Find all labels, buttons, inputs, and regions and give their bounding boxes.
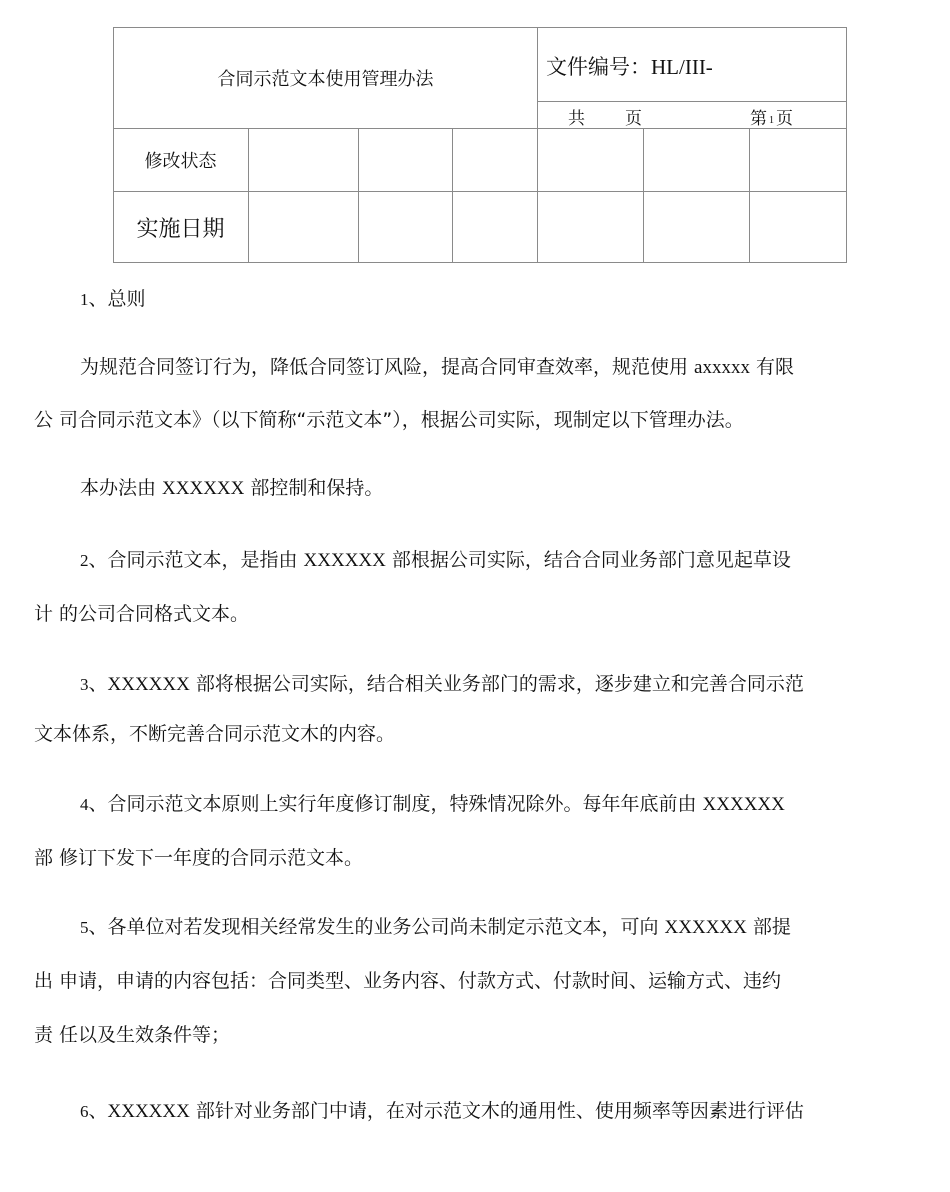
current-page-prefix: 第 [750, 109, 767, 129]
document-number-value: HL/III- [651, 55, 713, 79]
section-3-line-1: 3、XXXXXX 部将根据公司实际，结合相关业务部门的需求，逐步建立和完善合同示范 [80, 673, 804, 695]
paragraph-2: 本办法由 XXXXXX 部控制和保持。 [80, 477, 384, 499]
table-divider-center [537, 27, 538, 263]
current-page-suffix: 页 [776, 109, 793, 129]
implementation-date-label: 实施日期 [136, 217, 225, 242]
total-pages-suffix: 页 [625, 109, 642, 129]
section-5-line-1: 5、各单位对若发现相关经常发生的业务公司尚未制定示范文本，可向 XXXXXX 部提 [80, 916, 791, 938]
table-col-3 [452, 128, 453, 263]
section-2-line-2: 计 的公司合同格式文本。 [34, 603, 250, 625]
total-pages-prefix: 共 [568, 109, 585, 129]
total-pages [568, 104, 642, 129]
section-2-line-1: 2、合同示范文本，是指由 XXXXXX 部根据公司实际，结合合同业务部门意见起草设 [80, 549, 791, 571]
table-divider-docno [537, 101, 846, 102]
section-4-line-1: 4、合同示范文本原则上实行年度修订制度，特殊情况除外。每年年底前由 XXXXXX [80, 793, 785, 815]
table-col-1 [248, 128, 249, 263]
table-border-right [846, 27, 847, 263]
section-3-line-2: 文本体系，不断完善合同示范文木的内容。 [34, 723, 396, 745]
document-header-table [113, 27, 846, 263]
document-title: 合同示范文本使用管理办法 [217, 69, 434, 90]
current-page-number: 1 [769, 115, 774, 126]
document-number [546, 51, 713, 81]
document-number-label: 文件编号： [546, 55, 651, 79]
revision-status-label: 修改状态 [144, 151, 217, 172]
paragraph-1-line-1: 为规范合同签订行为，降低合同签订风险，提高合同审查效率，规范使用 axxxxx 有限 [80, 356, 795, 378]
section-6-line-1: 6、XXXXXX 部针对业务部门中请，在对示范文木的通用性、使用频率等因素进行评估 [80, 1100, 804, 1122]
table-col-2 [358, 128, 359, 263]
paragraph-1-line-2: 公 司合同示范文本》（以下简称“示范文本”），根据公司实际，现制定以下管理办法。 [34, 409, 744, 431]
section-5-line-3: 责 任以及生效条件等； [34, 1024, 231, 1046]
section-1-heading: 1、总则 [80, 288, 146, 310]
current-page [750, 104, 793, 129]
section-4-line-2: 部 修订下发下一年度的合同示范文本。 [34, 847, 364, 869]
section-5-line-2: 出 申请，申请的内容包括：合同类型、业务内容、付款方式、付款时间、运输方式、违约 [34, 970, 782, 992]
table-col-5 [643, 128, 644, 263]
table-col-6 [749, 128, 750, 263]
